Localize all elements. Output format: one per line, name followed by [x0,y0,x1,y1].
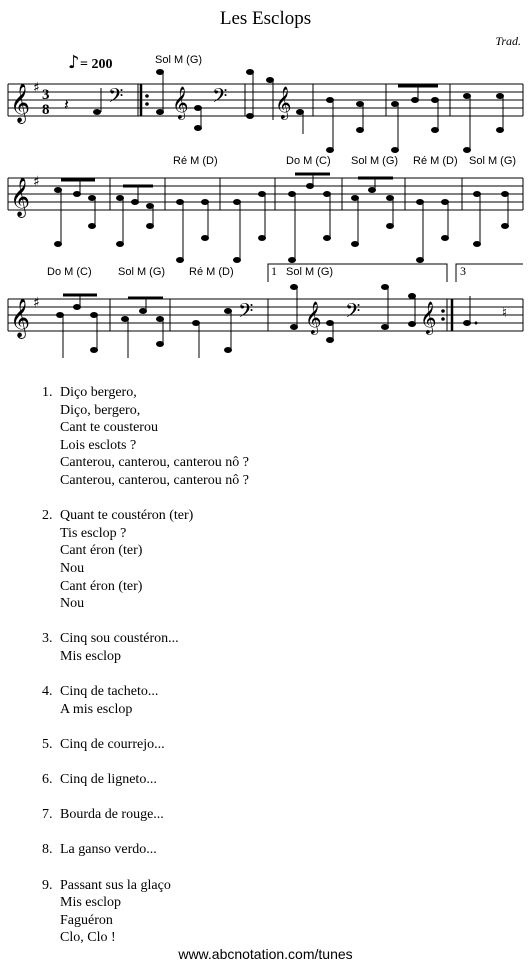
repeat-dot [441,309,445,313]
note [146,203,154,229]
note [194,105,202,131]
note [73,180,81,197]
verse [42,877,249,947]
rest-icon: 𝄽 [64,95,69,114]
verse-number: 6. [42,772,53,788]
note [408,293,416,327]
note [306,174,314,189]
note [131,186,139,205]
verse-line: Cinq de tacheto... [60,684,159,700]
note [121,316,129,358]
chord-symbol: Ré M (D) [189,266,234,278]
verse-number: 7. [42,807,53,823]
note [233,199,241,263]
chord-symbol: Sol M (G) [286,266,334,278]
verse-line: Nou [60,560,85,576]
verse-line: Cinq sou coustéron... [60,631,179,647]
note [73,295,81,310]
verse-line: Nou [60,596,85,612]
composer: Trad. [495,34,521,48]
verse-number: 3. [42,631,53,647]
verse-line: Passant sus la glaço [60,877,171,893]
verse-line: Canterou, canterou, canterou nô ? [60,472,249,488]
treble-clef: 𝄞 [10,298,31,338]
verse-line: Clo, Clo ! [60,930,116,946]
repeat-dot [145,94,149,98]
verse-line: Mis esclop [60,895,122,911]
note [296,109,304,134]
note [54,187,62,247]
verse-number: 4. [42,684,53,700]
lyrics [42,384,249,965]
note [416,199,424,263]
verse-number: 8. [42,842,53,858]
treble-clef: 𝄞 [275,86,292,119]
treble-clef: 𝄞 [305,301,322,334]
verse [42,630,249,665]
tune-title: Les Esclops [219,8,312,29]
staff-system-1 [8,84,523,116]
second-ending-number: 3 [460,264,466,278]
time-signature-top: 3 [42,87,50,103]
footer-url: www.abcnotation.com/tunes [178,946,353,962]
verse [42,736,249,754]
note [386,195,394,229]
chord-symbol: Ré M (D) [413,155,458,167]
note [326,97,334,153]
verse-line: Cant te cousterou [60,420,158,436]
chord-symbol: Sol M (G) [118,266,166,278]
chord-symbol: Sol M (G) [155,54,203,66]
note [356,101,364,133]
key-signature-sharp: ♯ [33,80,40,96]
treble-clef: 𝄞 [10,177,31,217]
key-signature-sharp: ♯ [33,174,40,190]
note [139,298,147,314]
verse [42,683,249,718]
note [258,191,266,241]
note [463,296,478,326]
bass-clef: 𝄢 [108,84,124,112]
note [116,195,124,247]
bass-clef: 𝄢 [212,84,228,112]
note [463,93,471,153]
chord-symbol: Do M (C) [47,266,92,278]
verse-line: Diço bergero, [60,385,137,400]
verse-line: Cant éron (ter) [60,578,143,594]
chord-symbol: Sol M (G) [351,155,399,167]
tempo-note-icon: ♪ [68,52,80,73]
time-signature-bottom: 8 [42,102,50,118]
note [88,195,96,229]
repeat-dot [145,102,149,106]
verse [42,384,249,490]
key-signature-sharp: ♯ [33,295,40,311]
verse-line: Canterou, canterou, canterou nô ? [60,455,249,471]
note [201,199,209,241]
sheet-music [0,48,531,358]
verse-line: La ganso verdo... [60,842,157,858]
second-ending-bracket [456,264,523,282]
note [176,199,184,263]
verse-line: Faguéron [60,912,113,928]
verse-line: Lois esclots ? [60,437,137,453]
note [441,199,449,241]
note [431,97,439,133]
note [192,320,200,358]
verse-line: Quant te coustéron (ter) [60,508,194,524]
verse [42,771,249,789]
chord-symbol: Sol M (G) [469,155,517,167]
chord-symbol: Do M (C) [286,155,331,167]
treble-clef: 𝄞 [172,86,189,119]
note [411,86,419,103]
verse-line: A mis esclop [60,701,133,717]
verse-line: Mis esclop [60,648,122,664]
verse-number: 9. [42,877,53,893]
verse-line: Diço, bergero, [60,402,141,418]
natural-sign: ♮ [502,305,508,321]
verse-number: 1. [42,385,53,400]
verse-line: Cinq de courrejo... [60,736,165,752]
verse-line: Bourda de rouge... [60,807,164,823]
first-ending-number: 1 [271,264,277,278]
verse [42,806,249,824]
verse [42,507,249,613]
bass-clef: 𝄢 [238,299,254,327]
verse-line: Cinq de ligneto... [60,772,157,788]
note [246,69,254,119]
note [391,101,399,153]
staff-system-3 [8,299,523,331]
note [56,312,64,358]
verse [42,841,249,859]
note [323,191,331,241]
note [496,93,504,133]
repeat-dot [441,317,445,321]
tempo-marking: = 200 [80,57,113,72]
chord-symbol: Ré M (D) [173,155,218,167]
note [473,191,481,247]
note [351,195,359,247]
note [266,77,274,120]
bass-clef: 𝄢 [345,299,361,327]
treble-clef: 𝄞 [10,83,31,123]
note [90,312,98,353]
verse-line: Cant éron (ter) [60,543,143,559]
treble-clef: 𝄞 [420,301,437,334]
verse-number: 2. [42,508,53,524]
verse-line: Tis esclop ? [60,525,127,541]
verse-number: 5. [42,736,53,752]
